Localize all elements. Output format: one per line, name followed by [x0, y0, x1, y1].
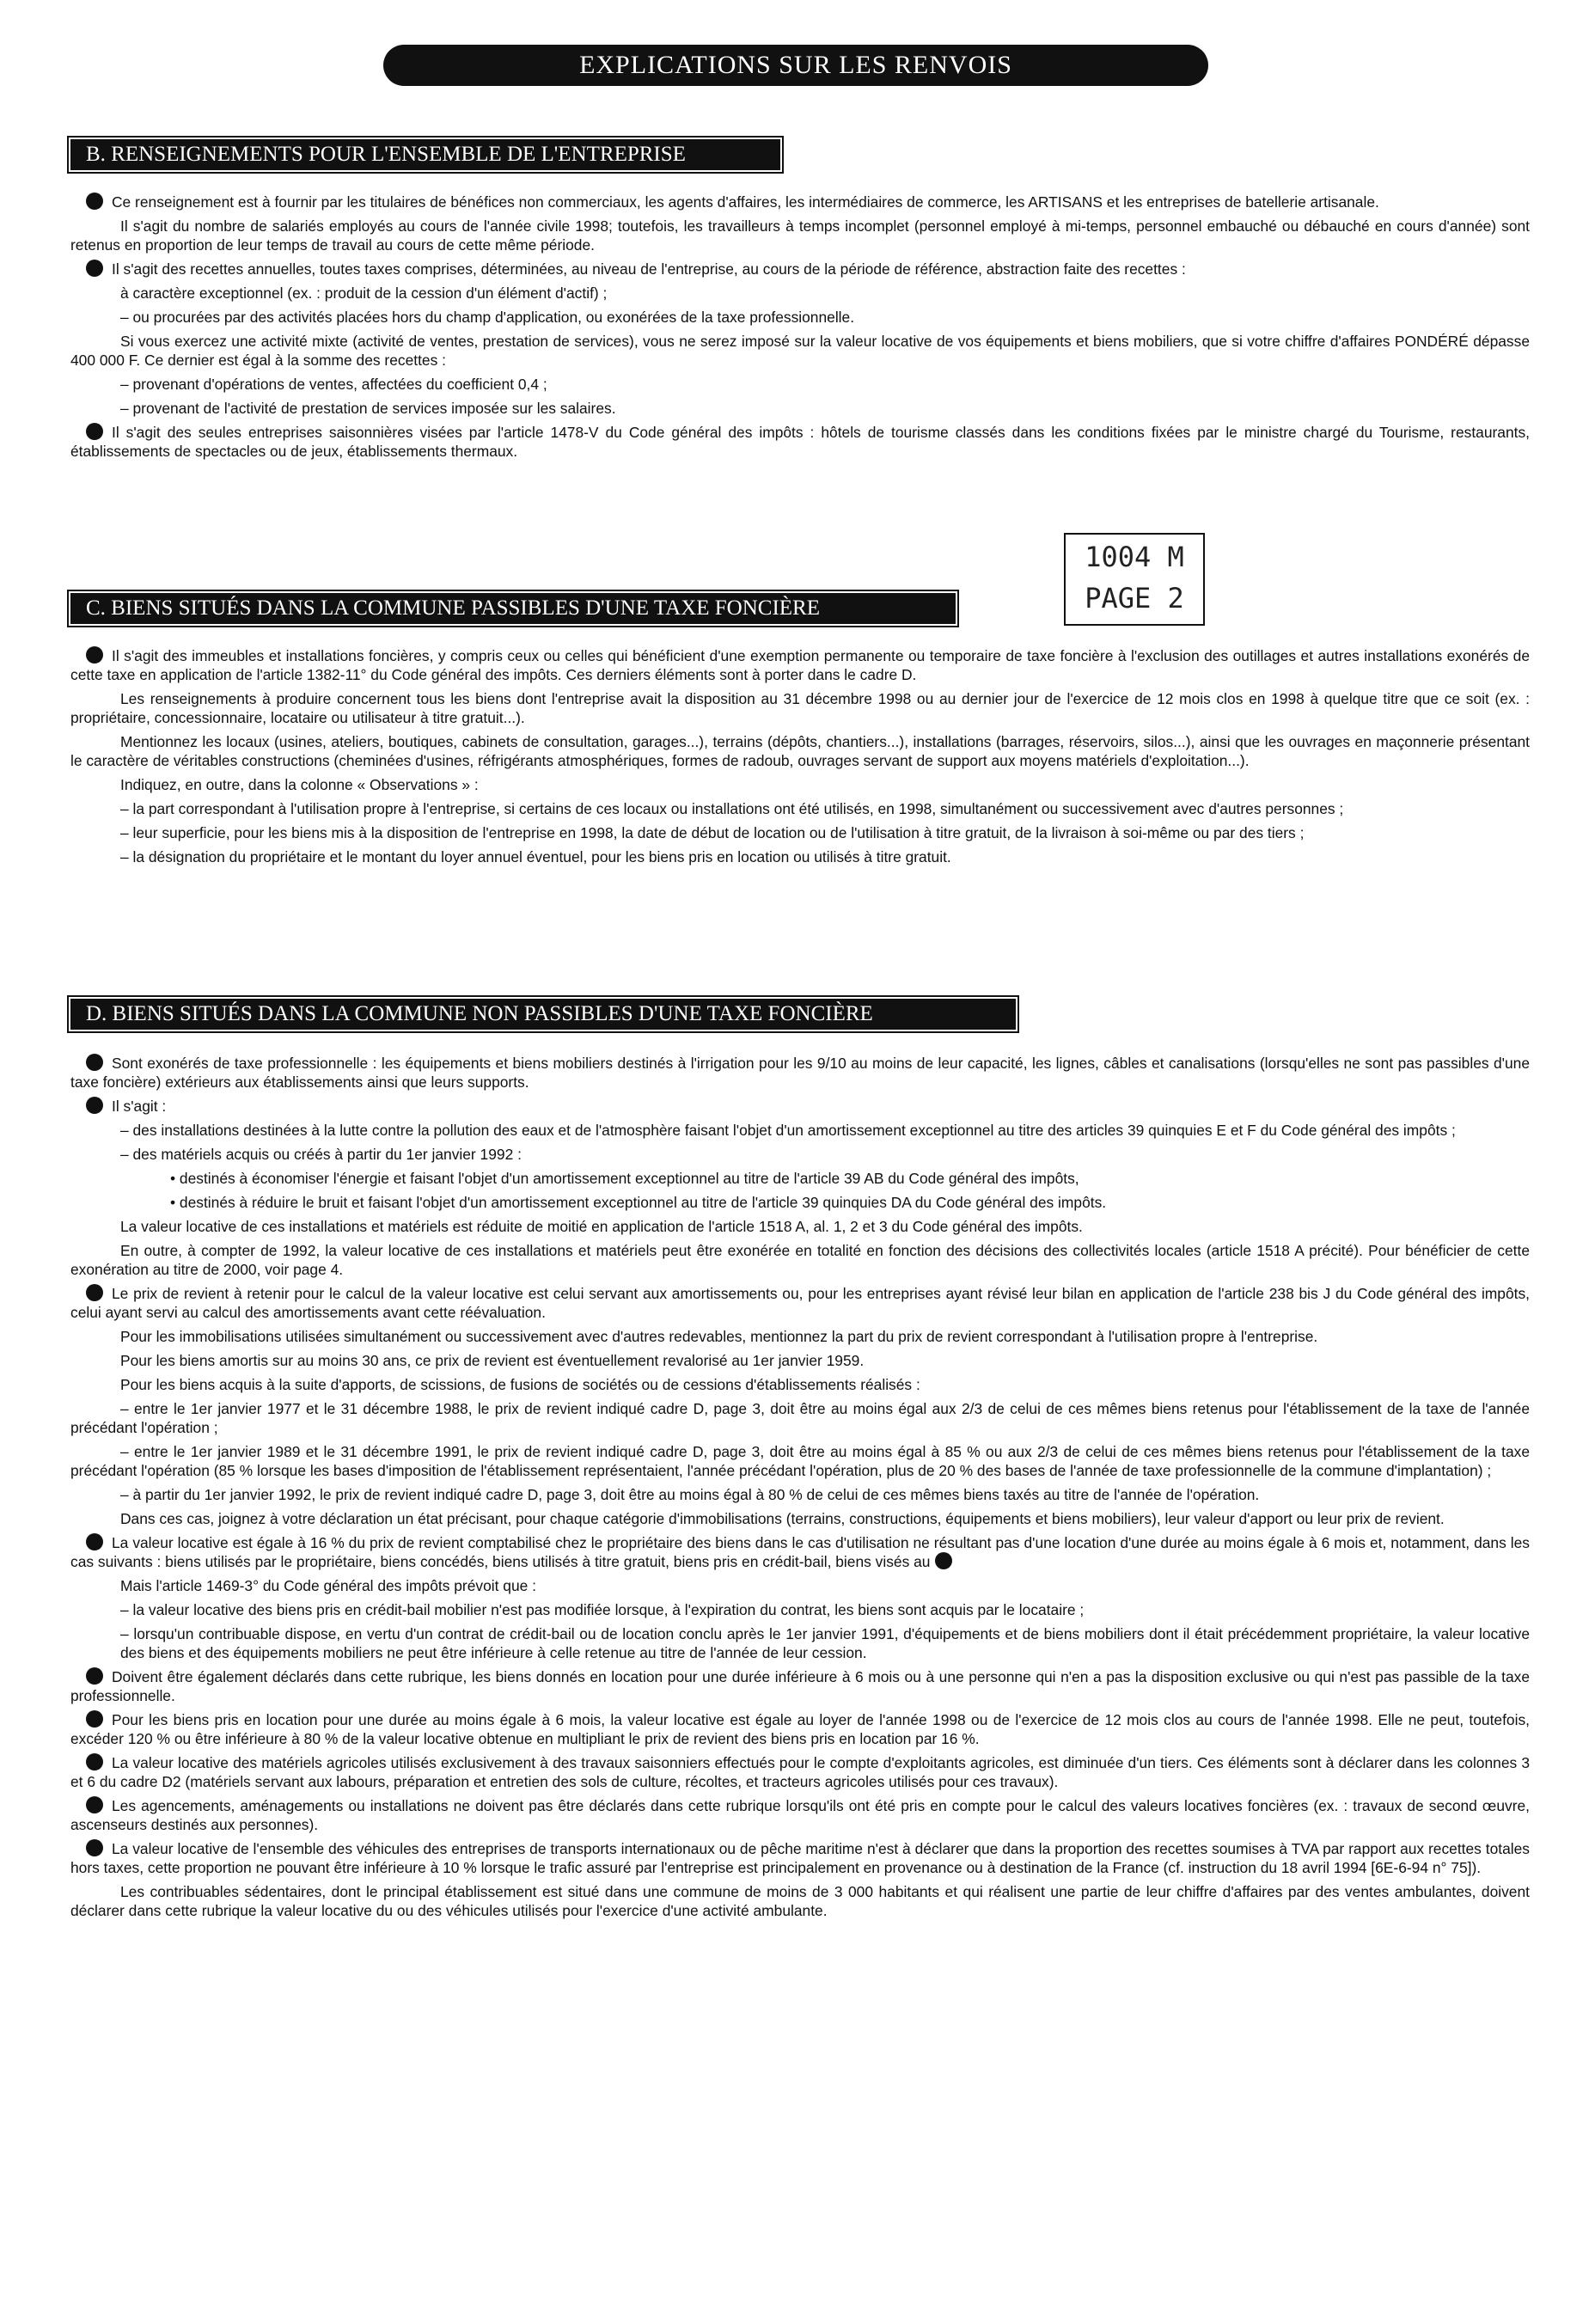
section-c-p3: Mentionnez les locaux (usines, ateliers, boutiques, cabinets de consultation, garages...), terrains (dépôts, chantiers...), installations (barrages, réservoirs, silos...), ainsi que les ouvrages en maçonnerie présentant le caractère de véritables constructions (cheminées d'usines, réfrigérants atmosphériques, formes de radoub, ouvrages servant de support aux moyens matériels d'exploitation...).: [70, 733, 1530, 769]
section-b-p7: – provenant d'opérations de ventes, affectées du coefficient 0,4 ;: [120, 376, 547, 393]
handwritten-stamp: [1064, 533, 1205, 626]
bullet-icon: [86, 1284, 103, 1301]
section-c-p6: – leur superficie, pour les biens mis à la disposition de l'entreprise en 1998, la date de début de location ou de l'utilisation à titre gratuit, de la livraison à soi-même ou par des tiers ;: [120, 824, 1305, 841]
bullet-icon: [86, 1667, 103, 1685]
stamp-line-1: 1004 M: [1085, 541, 1184, 573]
bullet-icon: [86, 1839, 103, 1856]
section-b-p8: – provenant de l'activité de prestation de services imposée sur les salaires.: [120, 400, 616, 417]
section-c-heading: C. BIENS SITUÉS DANS LA COMMUNE PASSIBLES D'UNE TAXE FONCIÈRE: [70, 593, 956, 624]
section-d-p21: Doivent être également déclarés dans cette rubrique, les biens donnés en location pour une durée inférieure à 6 mois ou à une personne qui n'en a pas la disposition exclusive ou qui n'est pas passible de la taxe professionnelle.: [70, 1668, 1530, 1704]
bullet-icon: [935, 1552, 952, 1569]
section-d-p24: Les agencements, aménagements ou installations ne doivent pas être déclarés dans cette rubrique lorsqu'ils ont été pris en compte pour le calcul des valeurs locatives foncières (ex. : travaux de second œuvre, ascenseurs destinés aux personnes).: [70, 1797, 1530, 1833]
section-c-body: [70, 646, 1530, 872]
section-c-p5: – la part correspondant à l'utilisation propre à l'entreprise, si certains de ces locaux ou installations ont été utilisés, en 1998, simultanément ou successivement avec d'autres personnes ;: [120, 800, 1344, 817]
section-b-heading: B. RENSEIGNEMENTS POUR L'ENSEMBLE DE L'ENTREPRISE: [70, 139, 780, 170]
bullet-icon: [86, 1753, 103, 1771]
bullet-icon: [86, 1796, 103, 1813]
section-d-p19: – la valeur locative des biens pris en crédit-bail mobilier n'est pas modifiée lorsque, à l'expiration du contrat, les biens sont acquis par le locataire ;: [120, 1601, 1085, 1618]
section-d-p6: • destinés à réduire le bruit et faisant l'objet d'un amortissement exceptionnel au titre de l'article 39 quinquies DA du Code général des impôts.: [170, 1194, 1107, 1211]
bullet-icon: [86, 423, 103, 440]
section-b-p4: à caractère exceptionnel (ex. : produit de la cession d'un élément d'actif) ;: [120, 284, 608, 302]
section-d-p22: Pour les biens pris en location pour une durée au moins égale à 6 mois, la valeur locative est égale au loyer de l'année 1998 ou de l'exercice de 12 mois clos au cours de l'année 1998. Elle ne peut, toutefois, excéder 120 % ou être inférieure à 80 % de la valeur locative obtenue en multipliant le prix de revient des biens pris en location par 16 %.: [70, 1711, 1530, 1747]
section-d-p3: – des installations destinées à la lutte contre la pollution des eaux et de l'atmosphère faisant l'objet d'un amortissement exceptionnel au titre des articles 39 quinquies E et F du Code général des impôts ;: [120, 1122, 1456, 1139]
section-d-p2: Il s'agit :: [112, 1098, 167, 1115]
section-d-p13: – entre le 1er janvier 1977 et le 31 décembre 1988, le prix de revient indiqué cadre D, page 3, doit être au moins égal aux 2/3 de celui de ces mêmes biens retenus pour l'établissement de la taxe de l'année précédant l'opération ;: [70, 1400, 1530, 1436]
section-d-p1: Sont exonérés de taxe professionnelle : les équipements et biens mobiliers destinés à l'irrigation pour les 9/10 au moins de leur capacité, les lignes, câbles et canalisations (lorsqu'elles ne sont pas passibles d'une taxe foncière) extérieurs aux établissements ainsi que leurs supports.: [70, 1055, 1530, 1091]
section-b-p1: Ce renseignement est à fournir par les titulaires de bénéfices non commerciaux, les agents d'affaires, les intermédiaires de commerce, les ARTISANS et les entreprises de batellerie artisanale.: [112, 193, 1379, 211]
section-c-p7: – la désignation du propriétaire et le montant du loyer annuel éventuel, pour les biens pris en location ou utilisés à titre gratuit.: [120, 848, 951, 865]
section-d-p20: – lorsqu'un contribuable dispose, en vertu d'un contrat de crédit-bail ou de location conclu après le 1er janvier 1991, d'équipements et de biens mobiliers dont il était précédemment propriétaire, la valeur locative des biens et des équipements mobiliers ne peut être inférieure à celle retenue au titre de l'année de leur cession.: [120, 1625, 1530, 1661]
section-b-p2: Il s'agit du nombre de salariés employés au cours de l'année civile 1998; toutefois, les travailleurs à temps incomplet (personnel employé à mi-temps, personnel embauché ou débauché en cours d'année) sont retenus en proportion de leur temps de travail au cours de cette même période.: [70, 217, 1530, 254]
section-c-p2: Les renseignements à produire concernent tous les biens dont l'entreprise avait la disposition au 31 décembre 1998 ou au dernier jour de l'exercice de 12 mois clos en 1998 à quelque titre que ce soit (ex. : propriétaire, concessionnaire, locataire ou utilisateur à titre gratuit...).: [70, 690, 1530, 726]
section-d-p18: Mais l'article 1469-3° du Code général des impôts prévoit que :: [120, 1577, 536, 1594]
section-d-p5: • destinés à économiser l'énergie et faisant l'objet d'un amortissement exceptionnel au titre de l'article 39 AB du Code général des impôts,: [170, 1170, 1079, 1187]
bullet-icon: [86, 1533, 103, 1550]
section-d-p7: La valeur locative de ces installations et matériels est réduite de moitié en application de l'article 1518 A, al. 1, 2 et 3 du Code général des impôts.: [120, 1218, 1083, 1235]
section-b-p6: Si vous exercez une activité mixte (activité de ventes, prestation de services), vous ne serez imposé sur la valeur locative de vos équipements et biens mobiliers, que si votre chiffre d'affaires PONDÉRÉ dépasse 400 000 F. Ce dernier est égal à la somme des recettes :: [70, 333, 1530, 369]
section-d-p23: La valeur locative des matériels agricoles utilisés exclusivement à des travaux saisonniers effectués pour le compte d'exploitants agricoles, est diminuée d'un tiers. Ces éléments sont à déclarer dans les colonnes 3 et 6 du cadre D2 (matériels servant aux labours, préparation et entretien des sols de culture, récoltes, et tracteurs agricoles utilisés pour ces travaux).: [70, 1754, 1530, 1790]
section-d-p14: – entre le 1er janvier 1989 et le 31 décembre 1991, le prix de revient indiqué cadre D, page 3, doit être au moins égal à 85 % ou aux 2/3 de celui de ces mêmes biens retenus pour l'établissement de la taxe précédant l'opération (85 % lorsque les bases d'imposition de l'établissement représentaient, l'année précédant l'opération, plus de 20 % des bases de l'année de taxe professionnelle de la commune d'implantation) ;: [70, 1443, 1530, 1479]
section-d-p11: Pour les biens amortis sur au moins 30 ans, ce prix de revient est éventuellement revalorisé au 1er janvier 1959.: [120, 1352, 865, 1369]
section-b-body: [70, 193, 1530, 466]
section-d-p4: – des matériels acquis ou créés à partir du 1er janvier 1992 :: [120, 1146, 522, 1163]
section-c-p4: Indiquez, en outre, dans la colonne « Observations » :: [120, 776, 479, 793]
section-d-heading: D. BIENS SITUÉS DANS LA COMMUNE NON PASSIBLES D'UNE TAXE FONCIÈRE: [70, 999, 1016, 1030]
bullet-icon: [86, 193, 103, 210]
section-d-p10: Pour les immobilisations utilisées simultanément ou successivement avec d'autres redevables, mentionnez la part du prix de revient correspondant à l'utilisation propre à l'entreprise.: [120, 1328, 1318, 1345]
bullet-icon: [86, 1710, 103, 1728]
section-c-p1: Il s'agit des immeubles et installations foncières, y compris ceux ou celles qui bénéficient d'une exemption permanente ou temporaire de taxe foncière à l'exclusion des outillages et autres installations exonérés de cette taxe en application de l'article 1382-11° du Code général des impôts. Ces derniers éléments sont à porter dans le cadre D.: [70, 647, 1530, 683]
section-d-p9: Le prix de revient à retenir pour le calcul de la valeur locative est celui servant aux amortissements ou, pour les entreprises ayant révisé leur bilan en application de l'article 238 bis J du Code général des impôts, celui ayant servi au calcul des amortissements avant cette réévaluation.: [70, 1285, 1530, 1321]
section-d-p8: En outre, à compter de 1992, la valeur locative de ces installations et matériels peut être exonérée en totalité en fonction des décisions des collectivités locales (article 1518 A précité). Pour bénéficier de cette exonération au titre de 2000, voir page 4.: [70, 1242, 1530, 1278]
section-d-p26: Les contribuables sédentaires, dont le principal établissement est situé dans une commune de moins de 3 000 habitants et qui réalisent une partie de leur chiffre d'affaires par des ventes ambulantes, doivent déclarer dans cette rubrique la valeur locative du ou des véhicules utilisés pour l'exercice d'une activité ambulante.: [70, 1883, 1530, 1919]
bullet-icon: [86, 1097, 103, 1114]
bullet-icon: [86, 260, 103, 277]
section-d-p15: – à partir du 1er janvier 1992, le prix de revient indiqué cadre D, page 3, doit être au moins égal à 80 % de celui de ces mêmes biens taxés au titre de l'année de l'opération.: [120, 1486, 1260, 1503]
section-b-p5: – ou procurées par des activités placées hors du champ d'application, ou exonérées de la taxe professionnelle.: [120, 309, 855, 326]
bullet-icon: [86, 1054, 103, 1071]
section-d-p16: Dans ces cas, joignez à votre déclaration un état précisant, pour chaque catégorie d'immobilisations (terrains, constructions, équipements et biens mobiliers), leur valeur d'apport ou leur prix de revient.: [120, 1510, 1445, 1527]
section-d-p12: Pour les biens acquis à la suite d'apports, de scissions, de fusions de sociétés ou de cessions d'établissements réalisés :: [120, 1376, 920, 1393]
section-d-p17: La valeur locative est égale à 16 % du prix de revient comptabilisé chez le propriétaire des biens dans le cas d'utilisation ne résultant pas d'une location d'une durée au moins égale à 6 mois et, notamment, dans les cas suivants : biens utilisés par le propriétaire, biens concédés, biens utilisés à titre gratuit, biens pris en crédit-bail, biens visés au: [70, 1534, 1530, 1570]
section-b-p9: Il s'agit des seules entreprises saisonnières visées par l'article 1478-V du Code général des impôts : hôtels de tourisme classés dans les conditions fixées par le ministre chargé du Tourisme, restaurants, établissements de spectacles ou de jeux, établissements thermaux.: [70, 424, 1530, 460]
section-b-p3: Il s'agit des recettes annuelles, toutes taxes comprises, déterminées, au niveau de l'entreprise, au cours de la période de référence, abstraction faite des recettes :: [112, 260, 1186, 278]
stamp-line-2: PAGE 2: [1085, 582, 1184, 615]
bullet-icon: [86, 646, 103, 664]
section-d-body: [70, 1054, 1530, 1925]
page-title: EXPLICATIONS SUR LES RENVOIS: [383, 45, 1208, 86]
section-d-p25: La valeur locative de l'ensemble des véhicules des entreprises de transports internationaux ou de pêche maritime n'est à déclarer que dans la proportion des recettes soumises à TVA par rapport aux recettes totales hors taxes, cette proportion ne pouvant être inférieure à 10 % lorsque le trafic assuré par l'entreprise est principalement en provenance ou à destination de la France (cf. instruction du 18 avril 1994 [6E-6-94 n° 75]).: [70, 1840, 1530, 1876]
